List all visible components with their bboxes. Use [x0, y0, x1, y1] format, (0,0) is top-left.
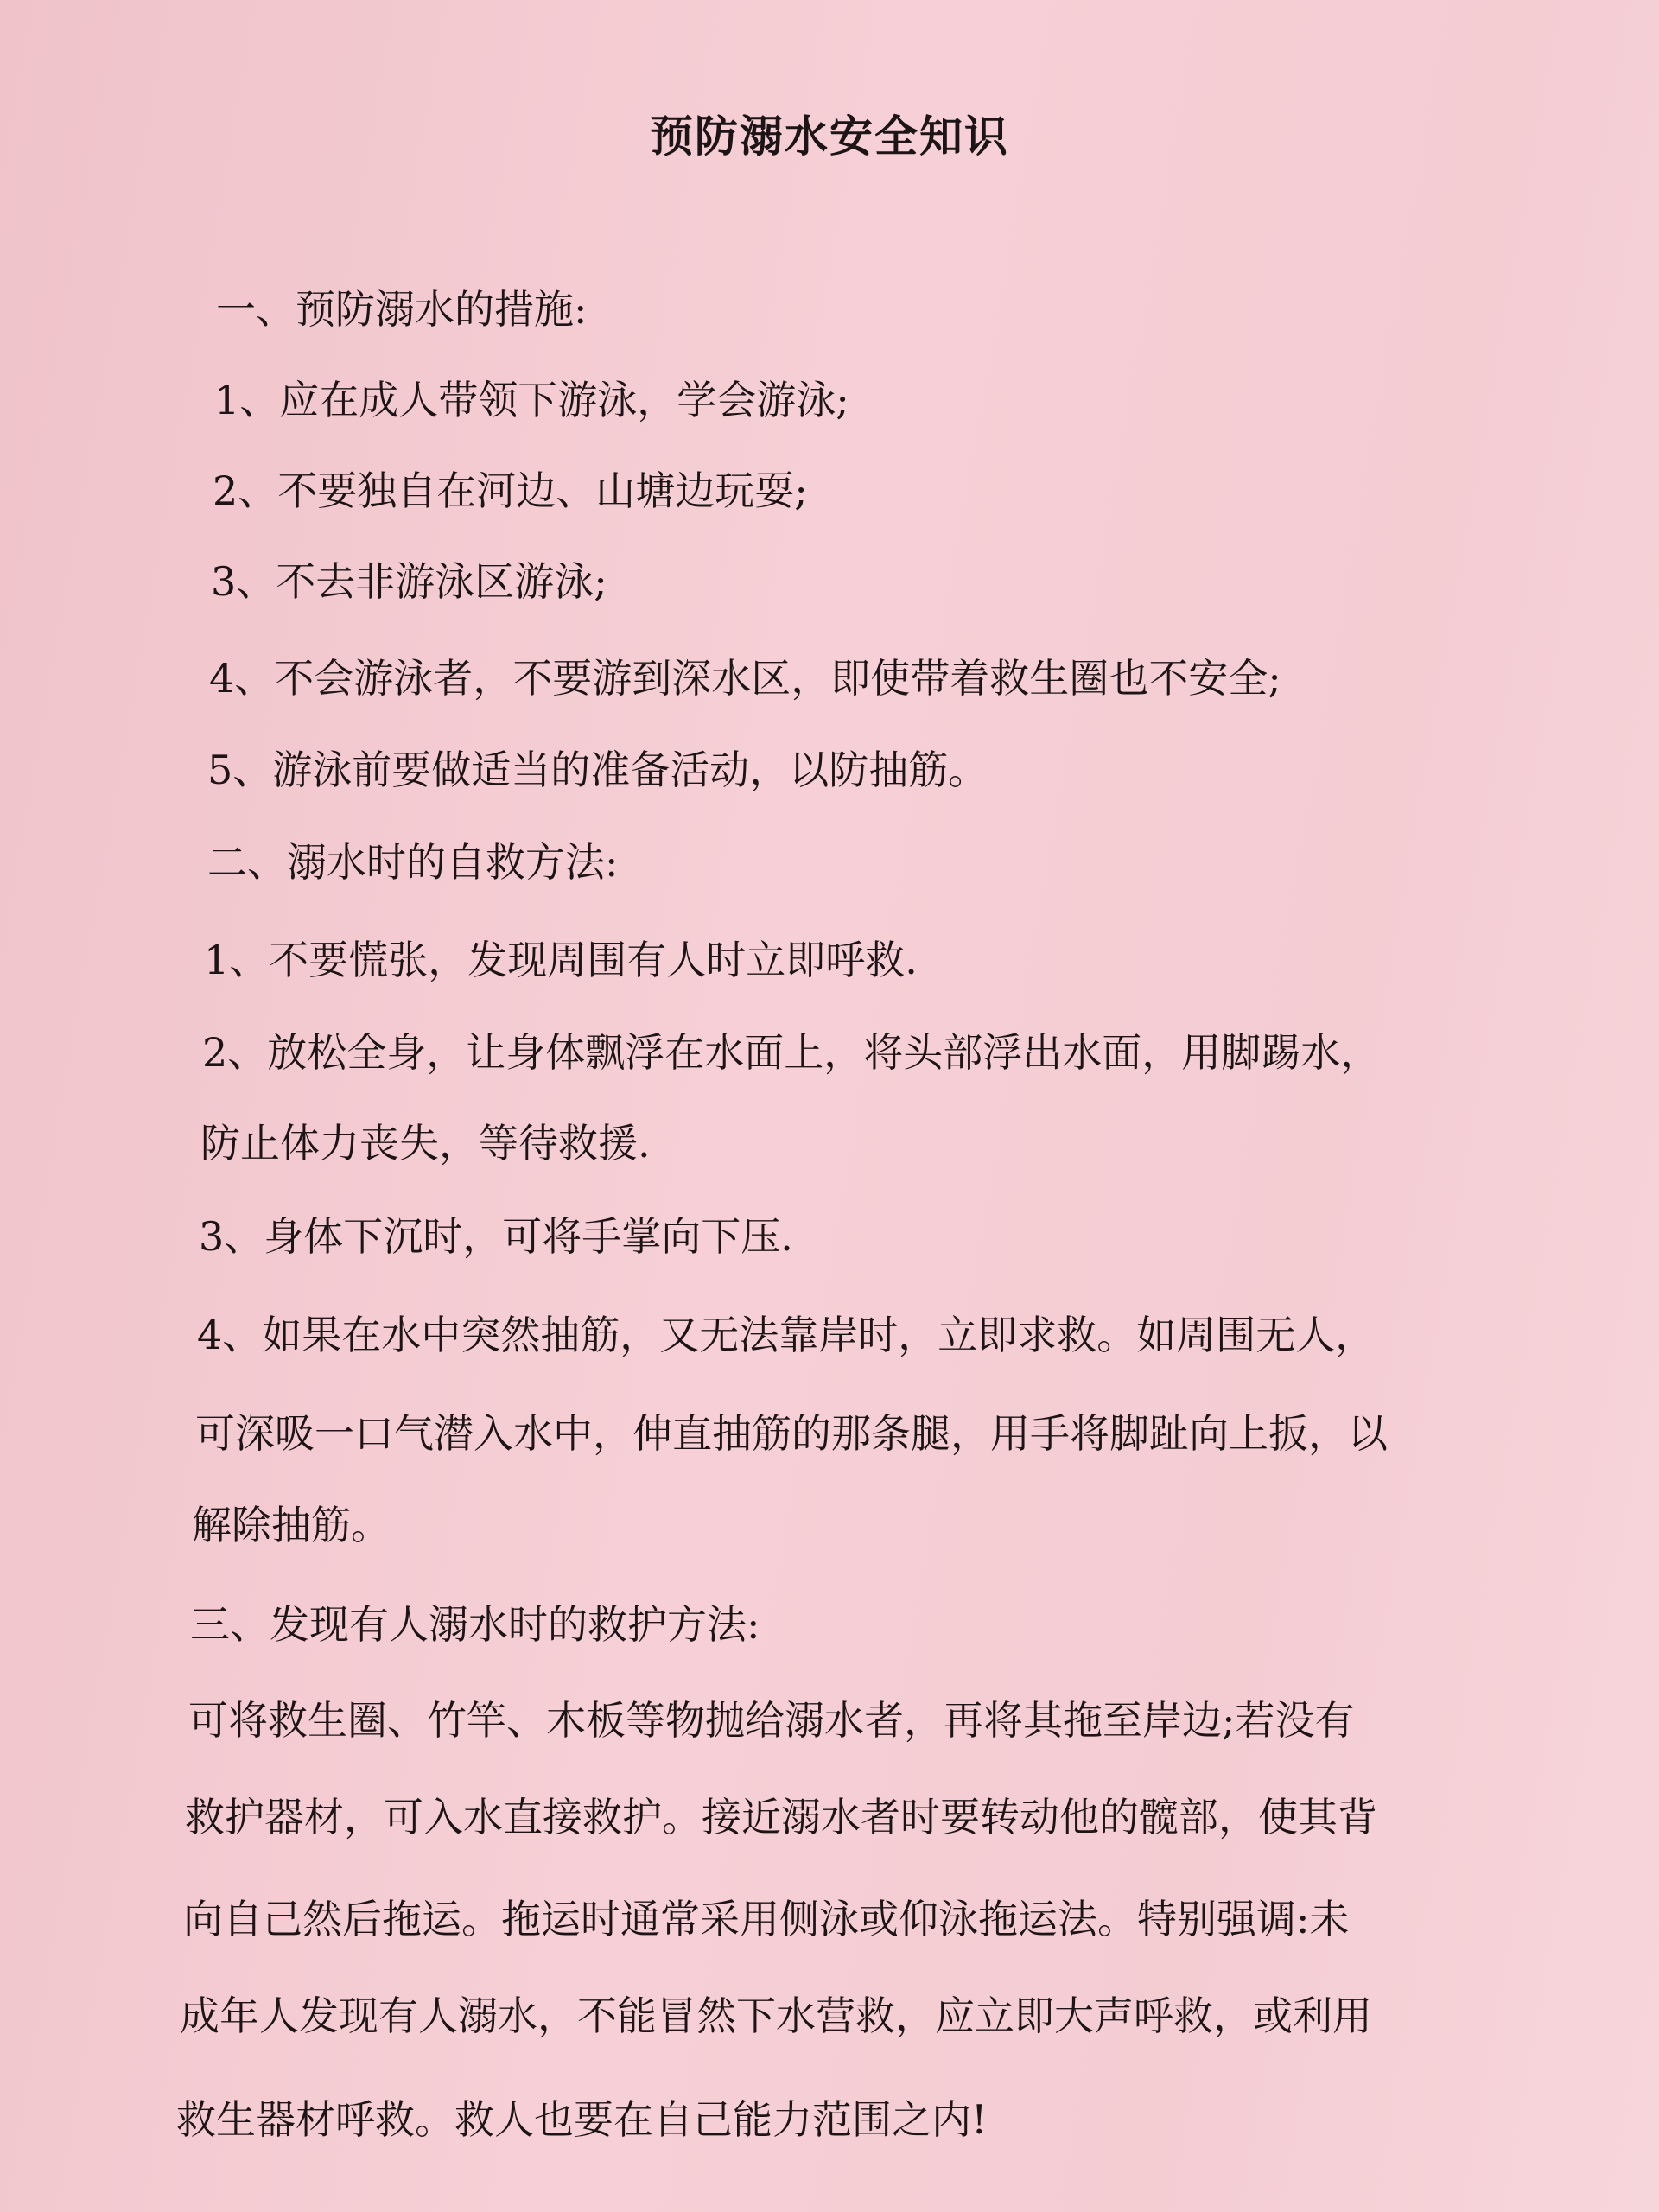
section-1-item-5: 5、游泳前要做适当的准备活动，以防抽筋。 — [207, 747, 988, 793]
section-3-para-line-2: 救护器材，可入水直接救护。接近溺水者时要转动他的髋部，使其背 — [185, 1794, 1377, 1840]
section-3-para-line-3: 向自己然后拖运。拖运时通常采用侧泳或仰泳拖运法。特别强调:未 — [183, 1896, 1350, 1942]
section-2-item-4: 4、如果在水中突然抽筋，又无法靠岸时，立即求救。如周围无人， — [197, 1312, 1376, 1358]
section-2-heading: 二、溺水时的自救方法: — [207, 839, 619, 886]
section-2-item-4-end: 解除抽筋。 — [192, 1502, 391, 1548]
document-title: 预防溺水安全知识 — [650, 111, 1009, 162]
section-2-item-3: 3、身体下沉时，可将手掌向下压. — [199, 1213, 793, 1260]
section-1-item-2: 2、不要独自在河边、山塘边玩耍; — [213, 467, 808, 514]
section-3-heading: 三、发现有人溺水时的救护方法: — [190, 1601, 760, 1648]
section-2-item-2: 2、放松全身，让身体飘浮在水面上，将头部浮出水面，用脚踢水， — [202, 1029, 1381, 1076]
section-3-para-line-5: 救生器材呼救。救人也要在自己能力范围之内! — [176, 2096, 988, 2143]
section-2-item-1: 1、不要慌张，发现周围有人时立即呼救. — [204, 937, 918, 983]
section-1-item-1: 1、应在成人带领下游泳，学会游泳; — [214, 377, 849, 423]
section-2-item-4-cont: 可深吸一口气潜入水中，伸直抽筋的那条腿，用手将脚趾向上扳，以 — [195, 1410, 1388, 1457]
section-3-para-line-1: 可将救生圈、竹竿、木板等物抛给溺水者，再将其拖至岸边;若没有 — [188, 1697, 1355, 1744]
section-2-item-2-cont: 防止体力丧失，等待救援. — [200, 1120, 651, 1166]
section-3-para-line-4: 成年人发现有人溺水，不能冒然下水营救，应立即大声呼救，或利用 — [180, 1993, 1372, 2039]
section-1-item-3: 3、不去非游泳区游泳; — [211, 558, 607, 605]
section-1-item-4: 4、不会游泳者，不要游到深水区，即使带着救生圈也不安全; — [209, 655, 1281, 702]
section-1-heading: 一、预防溺水的措施: — [216, 286, 588, 333]
